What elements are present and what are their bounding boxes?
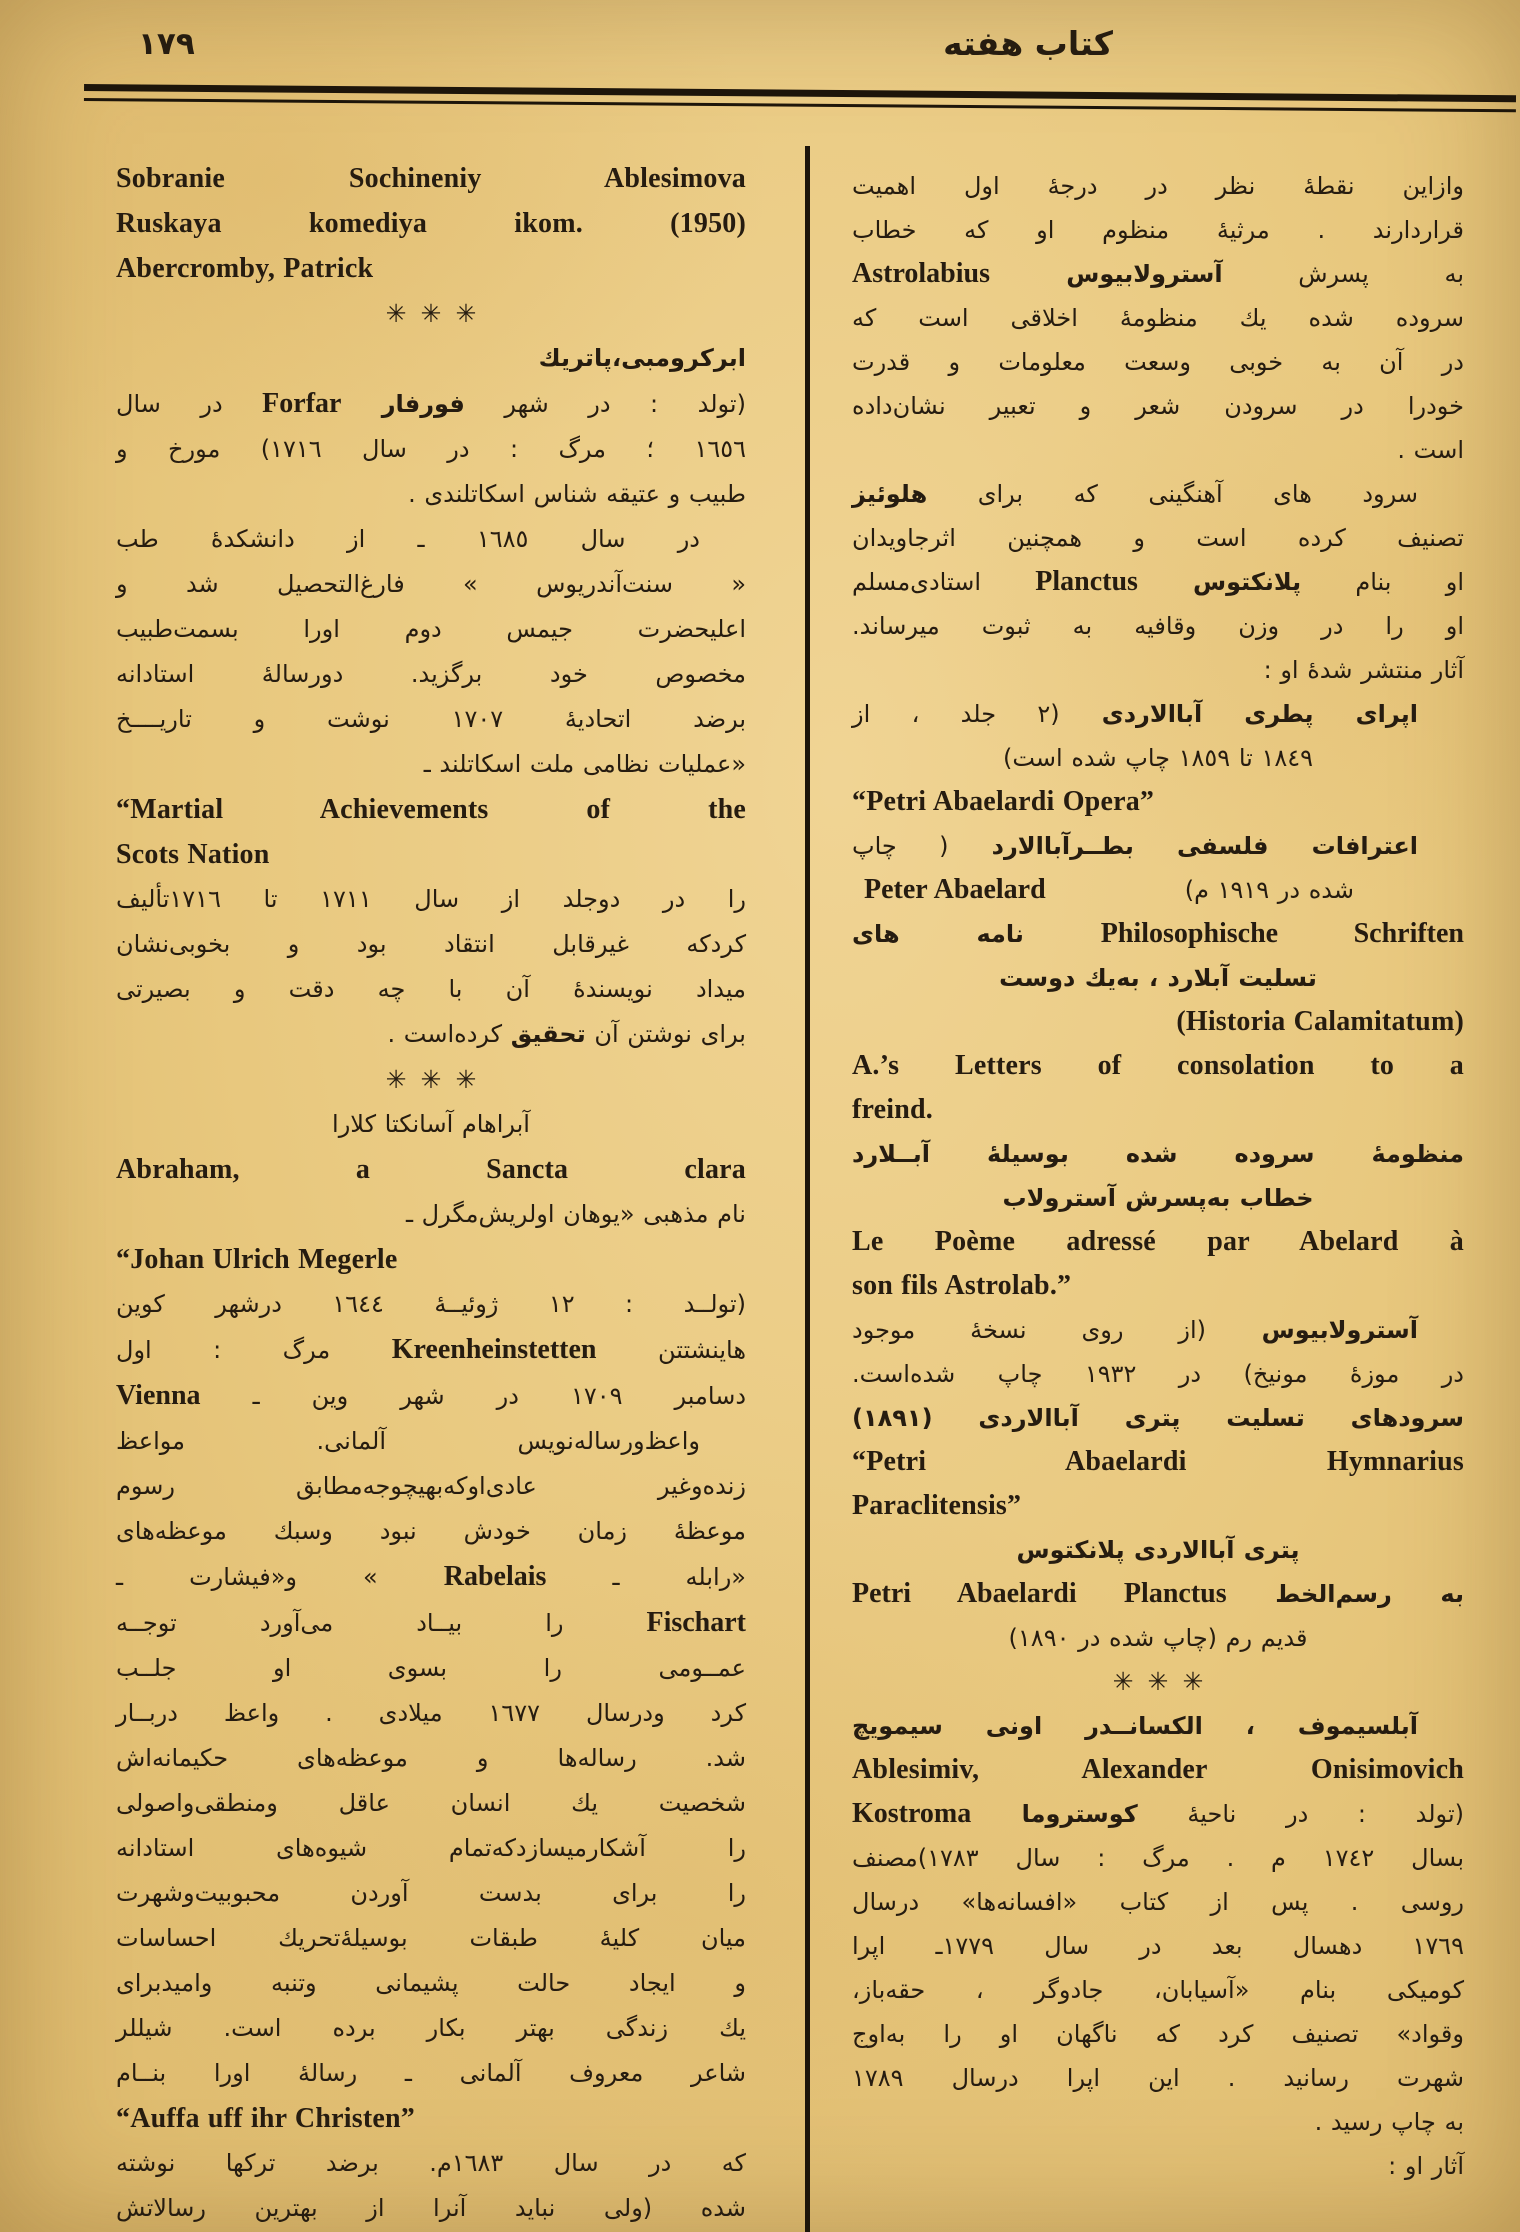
text-line xyxy=(852,2144,1464,2188)
text-segment-latin: Abraham, a Sancta clara xyxy=(116,1154,746,1185)
text-line xyxy=(852,516,1464,560)
text-segment: در موزهٔ مونیخ) در ١٩٣٢ چاپ شده‌است. xyxy=(852,1360,1464,1388)
text-segment: سرودهای تسلیت پتری آباالاردی (١٨٩١) xyxy=(852,1404,1464,1432)
text-segment: ✳✳✳ xyxy=(385,299,491,328)
text-segment-latin: Scots Nation xyxy=(116,839,270,870)
text-line xyxy=(852,1792,1464,1836)
text-line xyxy=(116,1373,746,1419)
text-segment: روسی . پس از کتاب «افسانه‌ها» درسال xyxy=(852,1888,1464,1916)
text-segment: منظومهٔ سروده شده بوسیلهٔ آبــلارد xyxy=(852,1140,1464,1168)
text-line xyxy=(116,1419,746,1464)
text-line xyxy=(852,252,1464,296)
text-line xyxy=(116,1147,746,1192)
text-line xyxy=(116,1600,746,1646)
text-segment: قراردارند . مرثیهٔ منظوم او که خطاب xyxy=(852,216,1464,244)
text-line xyxy=(116,1736,746,1781)
text-segment: که در سال ١٦٨٣م. برضد ترکها نوشته xyxy=(116,2149,746,2177)
text-segment: پلانکتوس xyxy=(1137,568,1302,596)
text-segment-latin: Peter Abaelard xyxy=(864,874,1046,905)
text-segment: آسترولابیوس xyxy=(989,260,1223,288)
text-line xyxy=(116,517,746,562)
text-segment: تسلیت آبلارد ، به‌یك دوست xyxy=(999,964,1317,992)
text-line xyxy=(116,156,746,201)
text-segment: واعظ‌ورساله‌نویس آلمانی. مواعظ xyxy=(116,1427,700,1455)
text-line xyxy=(852,1176,1464,1220)
text-line xyxy=(852,1308,1464,1352)
text-segment: خطاب به‌پسرش آسترولاب xyxy=(1002,1184,1314,1212)
text-segment: قدیم رم (چاپ شده در ١٨٩٠) xyxy=(1008,1624,1308,1652)
text-line xyxy=(852,1704,1464,1748)
text-line xyxy=(852,1132,1464,1176)
column-divider xyxy=(805,146,810,2232)
text-segment-latin: Paraclitensis” xyxy=(852,1490,1022,1521)
text-line xyxy=(852,560,1464,604)
text-line xyxy=(116,1646,746,1691)
text-line xyxy=(852,296,1464,340)
text-segment: آبراهام آسانکتا کلارا xyxy=(332,1110,530,1138)
text-line xyxy=(116,1826,746,1871)
text-segment: ١٦٥٦ ؛ مرگ : در سال ١٧١٦) مورخ و xyxy=(116,435,746,463)
text-segment: استادی‌مسلم xyxy=(852,568,1036,596)
text-segment: اعترافات فلسفی بطــرآباالارد xyxy=(948,832,1419,860)
text-segment: در سال xyxy=(116,390,263,418)
text-segment: هاینشتتن xyxy=(596,1336,747,1364)
text-segment-latin: Forfar xyxy=(262,388,342,419)
text-segment: نامه های xyxy=(852,920,1101,948)
text-segment: (از روی نسخهٔ موجود xyxy=(852,1316,1207,1344)
text-segment: شده در ١٩١٩ م) xyxy=(1184,876,1354,904)
text-segment: (تولد : در ناحیهٔ xyxy=(1137,1800,1464,1828)
text-line xyxy=(852,824,1464,868)
text-segment: کردکه غیرقابل انتقاد بود و بخوبی‌نشان xyxy=(116,930,746,958)
text-line xyxy=(116,1509,746,1554)
text-segment: بسال ١٧٤٢ م . مرگ : سال ١٧٨٣)مصنف xyxy=(852,1844,1464,1872)
section-separator xyxy=(116,291,746,336)
text-line xyxy=(852,208,1464,252)
text-line xyxy=(852,164,1464,208)
text-segment-latin: A.’s Letters of consolation to a xyxy=(852,1050,1464,1081)
text-line xyxy=(116,652,746,697)
section-separator xyxy=(116,1057,746,1102)
text-line xyxy=(852,1000,1464,1044)
text-line xyxy=(852,956,1464,1000)
section-separator xyxy=(852,1660,1464,1704)
text-line xyxy=(852,428,1464,472)
text-line xyxy=(116,472,746,517)
text-line xyxy=(116,1192,746,1237)
text-segment: در سال ١٦٨٥ ـ از دانشکدهٔ طب xyxy=(116,525,700,553)
text-segment: تحقیق xyxy=(510,1020,586,1048)
text-line xyxy=(116,1691,746,1736)
text-segment-latin: Ruskaya komediya ikom. (1950) xyxy=(116,208,746,239)
text-segment-latin: Fischart xyxy=(646,1607,746,1638)
text-line xyxy=(852,2056,1464,2100)
text-line xyxy=(852,384,1464,428)
text-line xyxy=(116,697,746,742)
text-segment: آبلسیموف ، الکسانــدر اونی سیمویچ xyxy=(852,1712,1418,1740)
header-rule xyxy=(84,84,1516,112)
text-segment-latin: Ablesimiv, Alexander Onisimovich xyxy=(852,1754,1464,1785)
text-segment: فورفار xyxy=(341,390,465,418)
text-segment-latin: Sobranie Sochineniy Ablesimova xyxy=(116,163,746,194)
text-segment: تصنیف کرده است و همچنین اثرجاویدان xyxy=(852,524,1464,552)
text-segment: یك زندگی بهتر بکار برده است. شیللر xyxy=(116,2014,746,2042)
text-line xyxy=(116,832,746,877)
text-line xyxy=(852,1748,1464,1792)
text-segment-latin: “Martial Achievements of the xyxy=(116,794,746,825)
text-segment: ١٧٦٩ دهسال بعد در سال ١٧٧٩ـ اپرا xyxy=(852,1932,1465,1960)
text-line xyxy=(852,648,1464,692)
text-line xyxy=(852,1924,1464,1968)
text-segment: ١٨٤٩ تا ١٨٥٩ چاپ شده است) xyxy=(1003,744,1313,772)
text-line xyxy=(852,1264,1464,1308)
text-line xyxy=(116,742,746,787)
text-line xyxy=(852,1220,1464,1264)
text-segment: ✳✳✳ xyxy=(1112,1667,1218,1696)
text-line xyxy=(116,877,746,922)
text-segment: کومیکی بنام «آسیابان، جادوگر ، حقه‌باز، xyxy=(852,1976,1464,2004)
text-line xyxy=(116,1961,746,2006)
text-segment: ✳✳✳ xyxy=(385,1065,491,1094)
text-segment: «رابله ـ xyxy=(546,1563,746,1591)
text-segment: او را در وزن وقافیه به ثبوت میرساند. xyxy=(852,612,1464,640)
text-segment: سروده شده یك منظومهٔ اخلاقی است که xyxy=(852,304,1464,332)
text-segment-latin: “Petri Abaelardi Opera” xyxy=(852,786,1155,817)
text-line xyxy=(116,1237,746,1282)
text-segment: اعلیحضرت جیمس دوم اورا بسمت‌طبیب xyxy=(116,615,746,643)
text-line xyxy=(852,1396,1464,1440)
text-segment: هلوئیز xyxy=(852,480,928,508)
text-line xyxy=(116,607,746,652)
text-segment-latin: Planctus xyxy=(1035,566,1138,597)
text-line xyxy=(852,692,1464,736)
text-line xyxy=(852,1088,1464,1132)
text-line xyxy=(852,912,1464,956)
text-line xyxy=(116,2141,746,2186)
text-line xyxy=(116,427,746,472)
text-segment: (تولــد : ١٢ ژوئیــهٔ ١٦٤٤ درشهر کوین xyxy=(116,1290,746,1318)
text-segment-latin: freind. xyxy=(852,1094,933,1125)
text-segment: ابرکرومبی،پاتریك xyxy=(538,344,746,372)
text-segment: میان کلیهٔ طبقات بوسیلهٔ‌تحریك احساسات xyxy=(116,1924,746,1952)
text-segment: را در دوجلد از سال ١٧١١ تا ١٧١٦تألیف xyxy=(116,885,746,913)
text-line xyxy=(852,2100,1464,2144)
text-line xyxy=(852,780,1464,824)
text-segment: ( چاپ xyxy=(852,832,949,860)
text-segment: (٢ جلد ، از xyxy=(852,700,1060,728)
text-segment-latin: son fils Astrolab.” xyxy=(852,1270,1072,1301)
text-segment-latin: “Auffa uff ihr Christen” xyxy=(116,2103,415,2134)
text-line xyxy=(852,1616,1464,1660)
text-line xyxy=(116,967,746,1012)
text-segment-latin: Abercromby, Patrick xyxy=(116,253,374,284)
text-segment: مرگ : اول xyxy=(116,1336,392,1364)
text-line xyxy=(116,2051,746,2096)
right-column xyxy=(852,164,1464,2188)
text-line xyxy=(852,1880,1464,1924)
text-segment: کوستروما xyxy=(971,1800,1138,1828)
text-segment-latin: “Johan Ulrich Megerle xyxy=(116,1244,398,1275)
text-segment: مخصوص خود برگزید. دورسالهٔ استادانه xyxy=(116,660,746,688)
text-line xyxy=(852,340,1464,384)
text-segment-latin: Philosophische Schriften xyxy=(1100,918,1465,949)
text-line xyxy=(116,562,746,607)
text-segment: شد. رساله‌ها و موعظه‌های حکیمانه‌اش xyxy=(116,1744,746,1772)
text-segment: موعظهٔ زمان خودش نبود وسبك موعظه‌های xyxy=(116,1517,746,1545)
text-segment-latin: Kostroma xyxy=(852,1798,972,1829)
text-segment-latin: Petri Abaelardi Planctus xyxy=(852,1578,1227,1609)
text-segment: «عملیات نظامی ملت اسکاتلند ـ xyxy=(423,750,746,778)
text-segment: آسترولابیوس xyxy=(1206,1316,1418,1344)
text-line xyxy=(116,787,746,832)
text-line xyxy=(852,1528,1464,1572)
text-segment-latin: Kreenheinstetten xyxy=(391,1334,597,1365)
text-segment: شده (ولی نباید آنرا از بهترین رسالاتش xyxy=(116,2194,746,2222)
text-line xyxy=(116,381,746,427)
text-segment: به چاپ رسید . xyxy=(1314,2108,1464,2136)
text-line xyxy=(116,2186,746,2231)
text-segment-latin: Astrolabius xyxy=(852,258,990,289)
text-line xyxy=(116,336,746,381)
text-segment: طبیب و عتیقه شناس اسکاتلندی . xyxy=(408,480,746,508)
text-line xyxy=(116,2096,746,2141)
text-segment-latin: Le Poème adressé par Abelard à xyxy=(852,1226,1464,1257)
text-segment: او بنام xyxy=(1301,568,1464,596)
text-segment-latin: Vienna xyxy=(116,1380,201,1411)
text-segment: آثار منتشر شدهٔ او : xyxy=(1263,656,1464,684)
text-line xyxy=(116,1916,746,1961)
text-segment: را آشکارمیسازدکه‌تمام شیوه‌های استادانه xyxy=(116,1834,746,1862)
text-segment: سرود های آهنگینی که برای xyxy=(927,480,1418,508)
text-segment: دسامبر ١٧٠٩ در شهر وین ـ xyxy=(200,1382,747,1410)
left-column xyxy=(116,156,746,2231)
text-line xyxy=(852,2012,1464,2056)
text-line xyxy=(852,1352,1464,1396)
text-segment: را بیــاد می‌آورد توجــه xyxy=(116,1609,647,1637)
text-line xyxy=(116,246,746,291)
text-segment: آثار او : xyxy=(1388,2152,1464,2180)
text-line xyxy=(852,1440,1464,1484)
text-segment-latin: (Historia Calamitatum) xyxy=(1176,1006,1464,1037)
text-line xyxy=(852,472,1464,516)
text-segment: شاعر معروف آلمانی ـ رسالهٔ اورا بنــام xyxy=(116,2059,746,2087)
text-segment: کرد ودرسال ١٦٧٧ میلادی . واعظ دربــار xyxy=(116,1699,746,1727)
text-line xyxy=(116,922,746,967)
text-segment: اپرای پطری آباالاردی xyxy=(1059,700,1418,728)
text-line xyxy=(116,1554,746,1600)
text-segment: برای نوشتن آن xyxy=(585,1020,746,1048)
text-line xyxy=(852,1484,1464,1528)
text-segment: وازاین نقطهٔ نظر در درجهٔ اول اهمیت xyxy=(852,172,1464,200)
text-line xyxy=(852,1572,1464,1616)
text-segment: در آن به خوبی وسعت معلومات و قدرت xyxy=(852,348,1464,376)
text-segment-latin: “Petri Abaelardi Hymnarius xyxy=(852,1446,1464,1477)
text-segment: به پسرش xyxy=(1222,260,1465,288)
text-line xyxy=(116,201,746,246)
text-line xyxy=(852,736,1464,780)
text-line xyxy=(116,1282,746,1327)
text-segment: شخصیت یك انسان عاقل ومنطقی‌واصولی xyxy=(116,1789,746,1817)
text-segment: وقواد» تصنیف کرد که ناگهان او را به‌اوج xyxy=(852,2020,1464,2048)
text-line xyxy=(852,1044,1464,1088)
text-line xyxy=(852,1836,1464,1880)
text-segment: و ایجاد حالت پشیمانی وتنبه وامیدبرای xyxy=(116,1969,746,1997)
text-segment: پتری آباالاردی پلانکتوس xyxy=(1016,1536,1300,1564)
text-segment: میداد نویسندهٔ آن با چه دقت و بصیرتی xyxy=(116,975,746,1003)
text-line xyxy=(852,868,1464,912)
page-title: کتاب هفته xyxy=(943,24,1113,63)
text-segment: » و«فیشارت ـ xyxy=(116,1563,444,1591)
text-line xyxy=(116,1012,746,1057)
text-segment-latin: Rabelais xyxy=(443,1561,547,1592)
text-line xyxy=(116,1464,746,1509)
text-line xyxy=(116,1327,746,1373)
text-line xyxy=(116,1781,746,1826)
text-segment: زنده‌وغیر عادی‌اوکه‌بهیچوجه‌مطابق رسوم xyxy=(116,1472,746,1500)
text-segment: را برای بدست آوردن محبوبیت‌وشهرت xyxy=(116,1879,746,1907)
text-segment: عمــومی را بسوی او جلــب xyxy=(116,1654,746,1682)
text-line xyxy=(116,1102,746,1147)
page-number: ١٧٩ xyxy=(138,26,195,62)
text-segment: شهرت رسانید . این اپرا درسال ١٧٨٩ xyxy=(852,2064,1464,2092)
text-segment: خودرا در سرودن شعر و تعبیر نشان‌داده xyxy=(852,392,1464,420)
text-segment: « سنت‌آندریوس » فارغ‌التحصیل شد و xyxy=(116,570,746,598)
text-segment: نام مذهبی «یوهان اولریش‌مگرل ـ xyxy=(406,1200,746,1228)
text-line xyxy=(852,604,1464,648)
text-segment: به رسم‌الخط xyxy=(1226,1580,1464,1608)
text-line xyxy=(116,2006,746,2051)
text-segment: برضد اتحادیهٔ ١٧٠٧ نوشت و تاریــــخ xyxy=(116,705,746,733)
text-line xyxy=(116,1871,746,1916)
text-segment: (تولد : در شهر xyxy=(464,390,746,418)
text-segment: است . xyxy=(1397,436,1464,464)
text-segment: کرده‌است . xyxy=(387,1020,511,1048)
text-line xyxy=(852,1968,1464,2012)
